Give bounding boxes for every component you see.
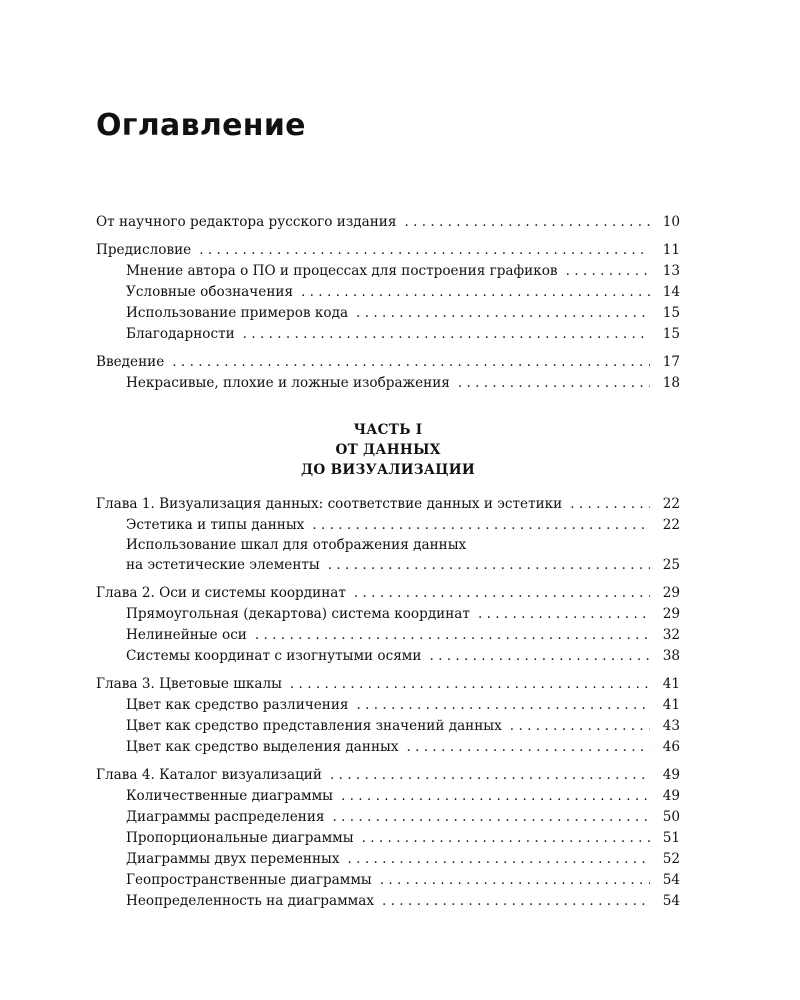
toc-entry-title: Введение — [96, 354, 165, 370]
toc-subentry[interactable] — [96, 807, 680, 828]
toc-entry-page: 54 — [662, 872, 680, 888]
dot-leader — [478, 604, 650, 625]
toc-entry-title: Геопространственные диаграммы — [126, 872, 372, 888]
dot-leader — [348, 849, 650, 870]
toc-entry-title: Прямоугольная (декартова) система координат — [126, 606, 470, 622]
toc-entry-page: 43 — [662, 718, 680, 734]
toc-entry-page: 15 — [662, 305, 680, 321]
toc-subentry[interactable] — [96, 373, 680, 394]
toc-entry-page: 29 — [662, 606, 680, 622]
toc-entry-title: Диаграммы двух переменных — [126, 851, 340, 867]
dot-leader — [290, 674, 650, 695]
toc-subentry[interactable] — [96, 786, 680, 807]
dot-leader — [362, 828, 650, 849]
toc-entry-title: Системы координат с изогнутыми осями — [126, 648, 422, 664]
dot-leader — [458, 373, 650, 394]
dot-leader — [429, 646, 650, 667]
toc-entry-title: Глава 1. Визуализация данных: соответствие данных и эстетики — [96, 496, 563, 512]
toc-entry-page: 41 — [662, 676, 680, 692]
toc-entry-title: Цвет как средство выделения данных — [126, 739, 399, 755]
toc-entry-title: Количественные диаграммы — [126, 788, 333, 804]
toc-entry-page: 22 — [662, 517, 680, 533]
toc-entry-page: 52 — [662, 851, 680, 867]
toc-entry-title: Условные обозначения — [126, 284, 294, 300]
toc-subentry[interactable] — [96, 625, 680, 646]
toc-entry-title: Нелинейные оси — [126, 627, 247, 643]
toc-entry-title: Неопределенность на диаграммах — [126, 893, 375, 909]
toc-entry-title: Цвет как средство представления значений данных — [126, 718, 502, 734]
dot-leader — [332, 807, 650, 828]
toc-block-chapter-2 — [96, 583, 680, 667]
toc-subentry[interactable] — [96, 646, 680, 667]
toc-entry-page: 41 — [662, 697, 680, 713]
toc-block-chapter-3 — [96, 674, 680, 758]
toc-entry-page: 32 — [662, 627, 680, 643]
part-title-line-1: ОТ ДАННЫХ — [335, 442, 441, 458]
toc-entry-page: 49 — [662, 788, 680, 804]
toc-subentry[interactable] — [96, 604, 680, 625]
toc-entry[interactable] — [96, 494, 680, 515]
toc-block-editor-note — [96, 212, 680, 233]
dot-leader — [356, 695, 650, 716]
dot-leader — [404, 212, 650, 233]
toc-entry-title: Использование примеров кода — [126, 305, 349, 321]
toc-subentry[interactable] — [96, 261, 680, 282]
toc-entry-page: 49 — [662, 767, 680, 783]
toc-subentry[interactable] — [96, 695, 680, 716]
toc-entry-page: 51 — [662, 830, 680, 846]
toc-entry-page: 18 — [662, 375, 680, 391]
part-heading — [96, 420, 680, 480]
toc-entry-title: Глава 4. Каталог визуализаций — [96, 767, 322, 783]
toc-subentry[interactable] — [96, 891, 680, 912]
toc-entry-title: Некрасивые, плохие и ложные изображения — [126, 375, 450, 391]
toc-entry-page: 38 — [662, 648, 680, 664]
toc-entry-page: 54 — [662, 893, 680, 909]
toc-block-preface — [96, 240, 680, 345]
page-title: Оглавление — [96, 108, 306, 143]
toc-entry-title: Диаграммы распределения — [126, 809, 325, 825]
toc-entry-page: 50 — [662, 809, 680, 825]
toc-entry-page: 11 — [662, 242, 680, 258]
dot-leader — [172, 352, 650, 373]
toc-entry[interactable] — [96, 583, 680, 604]
dot-leader — [566, 261, 650, 282]
dot-leader — [312, 515, 650, 536]
toc-subentry[interactable] — [96, 515, 680, 536]
toc-entry[interactable] — [96, 674, 680, 695]
part-title-line-2: ДО ВИЗУАЛИЗАЦИИ — [301, 462, 475, 478]
toc-subentry[interactable] — [96, 737, 680, 758]
toc-entry-page: 15 — [662, 326, 680, 342]
dot-leader — [570, 494, 650, 515]
table-of-contents — [96, 212, 680, 919]
toc-entry-page: 22 — [662, 496, 680, 512]
toc-subentry[interactable] — [96, 282, 680, 303]
toc-entry-title: Мнение автора о ПО и процессах для построения графиков — [126, 263, 558, 279]
dot-leader — [255, 625, 650, 646]
toc-subentry[interactable] — [96, 303, 680, 324]
dot-leader — [328, 555, 650, 576]
dot-leader — [407, 737, 651, 758]
toc-entry-page: 17 — [662, 354, 680, 370]
toc-entry-title: Предисловие — [96, 242, 192, 258]
toc-entry-title: Глава 2. Оси и системы координат — [96, 585, 346, 601]
toc-block-chapter-4 — [96, 765, 680, 912]
toc-entry-page: 13 — [662, 263, 680, 279]
toc-subentry[interactable] — [96, 870, 680, 891]
toc-subentry[interactable] — [96, 555, 680, 576]
toc-entry-page: 46 — [662, 739, 680, 755]
toc-entry-page: 14 — [662, 284, 680, 300]
toc-subentry[interactable] — [96, 716, 680, 737]
toc-entry-page: 25 — [662, 557, 680, 573]
dot-leader — [382, 891, 650, 912]
toc-entry-page: 10 — [662, 214, 680, 230]
toc-entry[interactable] — [96, 212, 680, 233]
dot-leader — [199, 240, 650, 261]
part-number: ЧАСТЬ I — [353, 422, 423, 438]
toc-entry-title: Глава 3. Цветовые шкалы — [96, 676, 282, 692]
dot-leader — [510, 716, 650, 737]
dot-leader — [301, 282, 650, 303]
dot-leader — [243, 324, 650, 345]
toc-entry-title: Благодарности — [126, 326, 235, 342]
dot-leader — [354, 583, 650, 604]
toc-entry-title: Цвет как средство различения — [126, 697, 349, 713]
toc-entry-page: 29 — [662, 585, 680, 601]
dot-leader — [356, 303, 650, 324]
toc-entry[interactable] — [96, 240, 680, 261]
toc-entry-title: Эстетика и типы данных — [126, 517, 305, 533]
dot-leader — [330, 765, 650, 786]
dot-leader — [380, 870, 650, 891]
toc-subentry-first-line[interactable]: Использование шкал для отображения данных — [126, 537, 467, 553]
dot-leader — [341, 786, 650, 807]
toc-subentry[interactable] — [96, 324, 680, 345]
toc-entry[interactable] — [96, 765, 680, 786]
toc-entry-title: Пропорциональные диаграммы — [126, 830, 354, 846]
toc-block-introduction — [96, 352, 680, 394]
toc-block-chapter-1 — [96, 494, 680, 576]
toc-entry-title: От научного редактора русского издания — [96, 214, 397, 230]
toc-subentry[interactable] — [96, 828, 680, 849]
toc-entry-title: на эстетические элементы — [126, 557, 320, 573]
toc-subentry[interactable] — [96, 849, 680, 870]
toc-entry[interactable] — [96, 352, 680, 373]
